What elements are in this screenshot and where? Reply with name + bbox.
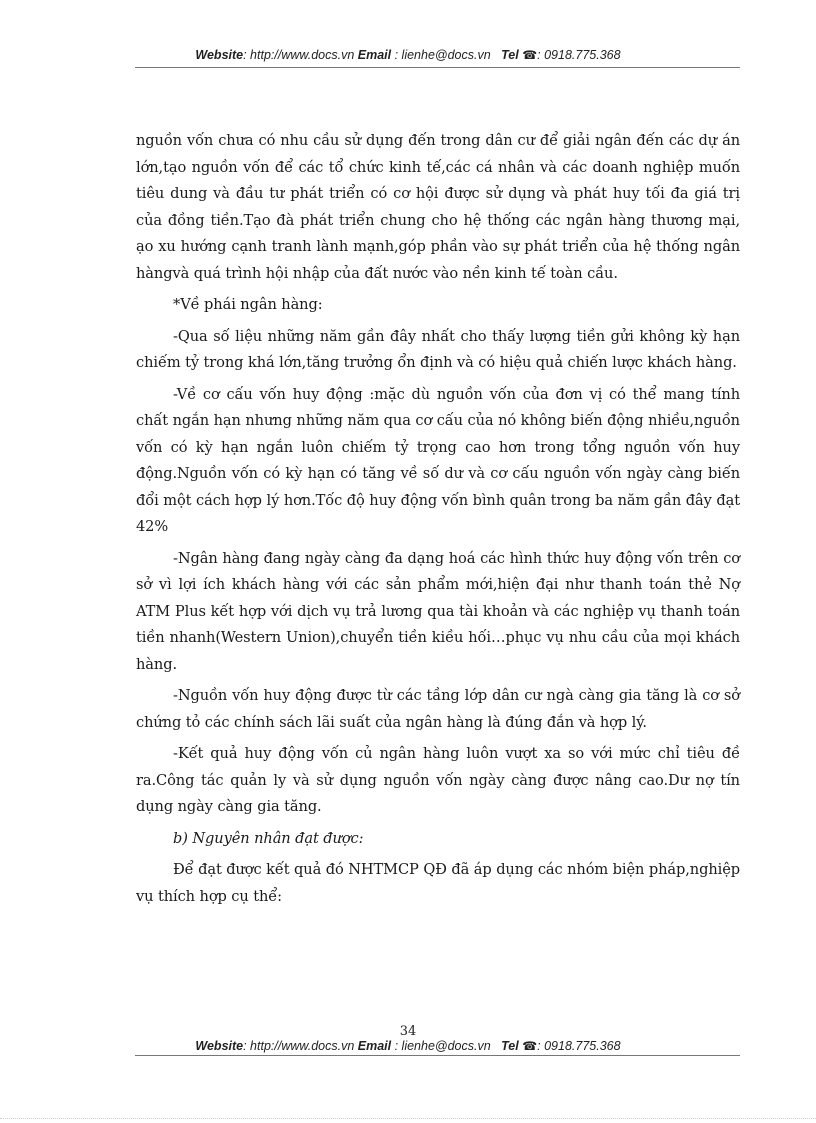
paragraph-results: -Kết quả huy động vốn củ ngân hàng luôn vượt xa so với mức chỉ tiêu đề ra.Công tác quản ly và sử dụng nguồn vốn ngày càng được nâng cao.Dư nợ tín dụng ngày càng gia tăng. [136,745,740,815]
footer-tel-value: : 0918.775.368 [537,1039,621,1053]
header-rule [135,67,740,68]
footer-rule [135,1055,740,1056]
page-number: 34 [399,1024,417,1039]
footer-email-value[interactable]: : lienhe@docs.vn [391,1039,491,1053]
section-heading-bank: *Về phái ngân hàng: [173,296,323,313]
paragraph-capital-structure: -Về cơ cấu vốn huy động :mặc dù nguồn vốn của đơn vị có thể mang tính chất ngắn hạn nhưng những năm qua cơ cấu của nó không biến động nhiều,nguồn vốn có kỳ hạn ngắn luôn chiếm tỷ trọng cao hơn trong tổng nguồn vốn huy động.Nguồn vốn có kỳ hạn có tăng về số dư và cơ cấu nguồn vốn ngày càng biến đổi một cách hợp lý hơn.Tốc độ huy động vốn bình quân trong ba năm gần đây đạt 42% [136,385,740,535]
paragraph-deposits: -Qua số liệu những năm gần đây nhất cho thấy lượng tiền gửi không kỳ hạn chiếm tỷ trong khá lớn,tăng trưởng ổn định và có hiệu quả chiến lược khách hàng. [136,327,740,371]
telephone-icon: ☎ [522,48,538,62]
header-website-url[interactable]: : http://www.docs.vn [243,48,355,62]
header-website-label: Website [195,48,244,62]
paragraph-interest-policy: -Nguồn vốn huy động được từ các tầng lớp dân cư ngà càng gia tăng là cơ sở chứng tỏ các chính sách lãi suất của ngân hàng là đúng đắn và hợp lý. [136,687,740,731]
page-bottom-border [0,1118,816,1119]
footer-tel-label: Tel [501,1039,519,1053]
header-tel-value: : 0918.775.368 [537,48,621,62]
paragraph-measures: Để đạt được kết quả đó NHTMCP QĐ đã áp dụng các nhóm biện pháp,nghiệp vụ thích hợp cụ thể: [136,861,740,905]
header-email-label: Email [357,48,392,62]
paragraph-diversification: -Ngân hàng đang ngày càng đa dạng hoá các hình thức huy động vốn trên cơ sở vì lợi ích khách hàng với các sản phẩm mới,hiện đại như thanh toán thẻ Nợ ATM Plus kết hợp với dịch vụ trả lương qua tài khoản và các nghiệp vụ thanh toán tiền nhanh(Western Union),chuyển tiền kiều hối…phục vụ nhu cầu của mọi khách hàng. [136,549,740,673]
document-body [136,128,740,915]
footer-website-label: Website [195,1039,244,1053]
footer-website-url[interactable]: : http://www.docs.vn [243,1039,355,1053]
footer-email-label: Email [357,1039,392,1053]
header-tel-label: Tel [501,48,519,62]
header-email-value[interactable]: : lienhe@docs.vn [391,48,491,62]
page-footer [0,1039,816,1053]
page-header [0,48,816,62]
paragraph-1: nguồn vốn chưa có nhu cầu sử dụng đến trong dân cư để giải ngân đến các dự án lớn,tạo nguồn vốn để các tổ chức kinh tế,các cá nhân và các doanh nghiệp muốn tiêu dung và đầu tư phát triển có cơ hội được sử dụng và phát huy tối đa giá trị của đồng tiền.Tạo đà phát triển chung cho hệ thống các ngân hàng thương mại, ạo xu hướng cạnh tranh lành mạnh,góp phần vào sự phát triển của hệ thống ngân hàngvà quá trình hội nhập của đất nước vào nền kinh tế toàn cầu. [136,132,740,282]
subheading-reasons: b) Nguyên nhân đạt được: [173,829,364,847]
telephone-icon: ☎ [522,1039,538,1053]
